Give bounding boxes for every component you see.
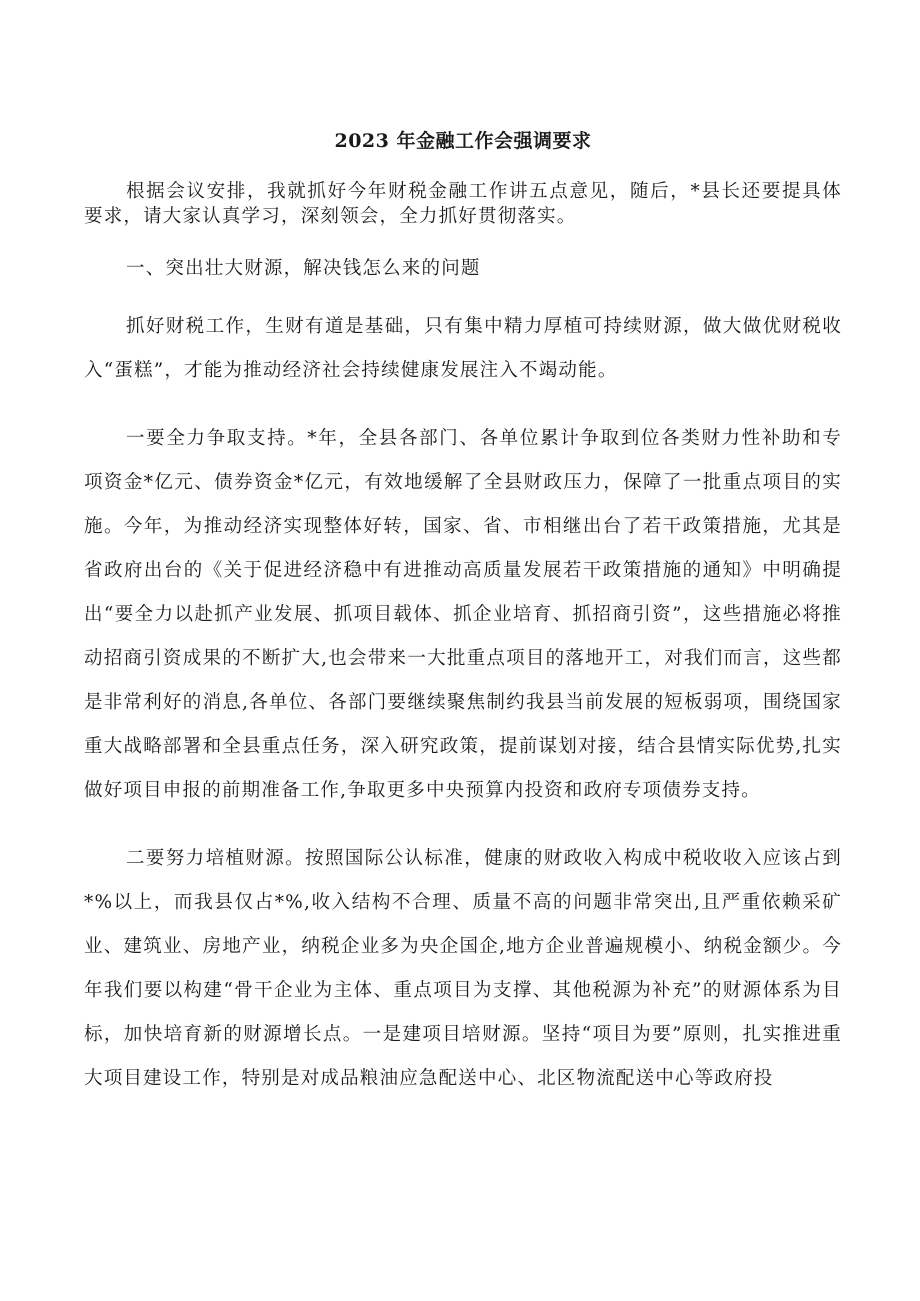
title-year: 2023 (334, 130, 390, 152)
body-paragraph: 一要全力争取支持。*年，全县各部门、各单位累计争取到位各类财力性补助和专项资金*亿元、债券资金*亿元，有效地缓解了全县财政压力，保障了一批重点项目的实施。今年，为推动经济实现整体好转，国家、省、市相继出台了若干政策措施，尤其是省政府出台的《关于促进经济稳中有进推动高质量发展若干政策措施的通知》中明确提出“要全力以赴抓产业发展、抓项目载体、抓企业培育、抓招商引资”，这些措施必将推动招商引资成果的不断扩大,也会带来一大批重点项目的落地开工，对我们而言，这些都是非常利好的消息,各单位、各部门要继续聚焦制约我县当前发展的短板弱项，围绕国家重大战略部署和全县重点任务，深入研究政策，提前谋划对接，结合县情实际优势,扎实做好项目申报的前期准备工作,争取更多中央预算内投资和政府专项债券支持。 (84, 428, 842, 801)
intro-paragraph: 根据会议安排，我就抓好今年财税金融工作讲五点意见，随后，*县长还要提具体要求，请大家认真学习，深刻领会，全力抓好贯彻落实。 (84, 181, 842, 227)
body-paragraph: 二要努力培植财源。按照国际公认标准，健康的财政收入构成中税收收入应该占到*%以上，而我县仅占*%,收入结构不合理、质量不高的问题非常突出,且严重依赖采矿业、建筑业、房地产业，纳税企业多为央企国企,地方企业普遍规模小、纳税金额少。今年我们要以构建“骨干企业为主体、重点项目为支撑、其他税源为补充”的财源体系为目标，加快培育新的财源增长点。一是建项目培财源。坚持“项目为要”原则，扎实推进重大项目建设工作，特别是对成品粮油应急配送中心、北区物流配送中心等政府投 (84, 848, 842, 1089)
body-paragraph: 抓好财税工作，生财有道是基础，只有集中精力厚植可持续财源，做大做优财税收入“蛋糕”，才能为推动经济社会持续健康发展注入不竭动能。 (84, 316, 842, 381)
document-title (84, 127, 842, 155)
title-text: 年金融工作会强调要求 (396, 130, 592, 152)
section-heading-1: 一、突出壮大财源，解决钱怎么来的问题 (126, 258, 481, 279)
